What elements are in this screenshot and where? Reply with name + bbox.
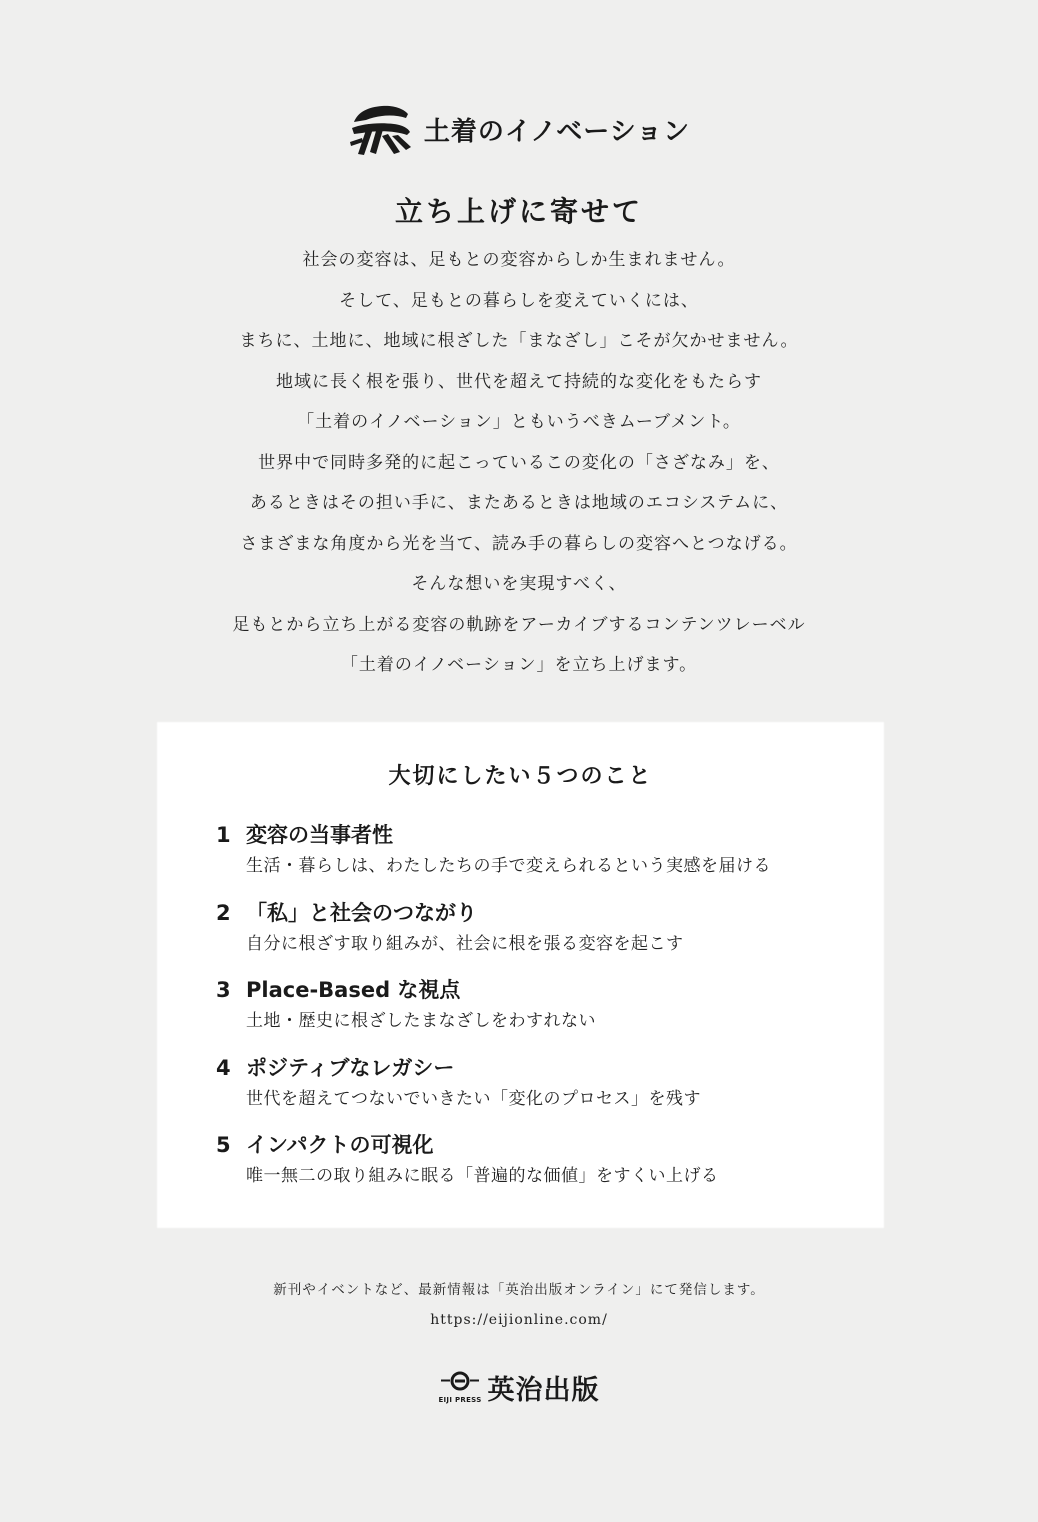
intro-line: 社会の変容は、足もとの変容からしか生まれません。 <box>302 250 736 270</box>
footer-url[interactable]: https://eijionline.com/ <box>430 1312 608 1328</box>
intro-paragraph <box>0 240 1038 686</box>
intro-line: 「土着のイノベーション」ともいうべきムーブメント。 <box>297 412 741 432</box>
intro-line: さまざまな角度から光を当て、読み手の暮らしの変容へとつなげる。 <box>240 533 798 554</box>
eiji-press-logo-icon <box>440 1371 480 1395</box>
publisher-mark-label: EIJI PRESS <box>438 1396 482 1404</box>
intro-line: まちに、土地に、地域に根ざした「まなざし」こそが欠かせません。 <box>239 331 799 351</box>
intro-line: そんな想いを実現すべく、 <box>411 574 627 594</box>
label-logo <box>0 102 1038 156</box>
point-heading: 変容の当事者性 <box>246 823 393 847</box>
intro-line: 世界中で同時多発的に起こっているこの変化の「さざなみ」を、 <box>258 452 780 473</box>
point-number: 2 <box>216 900 231 925</box>
point-heading: Place-Based な視点 <box>246 978 461 1002</box>
point-number: 5 <box>216 1133 231 1157</box>
point-number: 3 <box>216 978 231 1002</box>
point-heading: 「私」と社会のつながり <box>246 900 477 925</box>
list-item <box>216 1128 771 1206</box>
list-item <box>216 818 771 896</box>
point-heading: ポジティブなレガシー <box>246 1055 455 1080</box>
point-description: 生活・暮らしは、わたしたちの手で変えられるという実感を届ける <box>246 856 771 876</box>
point-number: 1 <box>216 823 231 847</box>
list-item <box>216 973 771 1051</box>
intro-line: 地域に長く根を張り、世代を超えて持続的な変化をもたらす <box>276 371 762 392</box>
page-title: 立ち上げに寄せて <box>394 195 643 228</box>
logo-text: 土着のイノベーション <box>423 116 691 147</box>
intro-line: あるときはその担い手に、またあるときは地域のエコシステムに、 <box>249 493 789 513</box>
point-heading: インパクトの可視化 <box>246 1133 434 1157</box>
principles-list <box>216 818 771 1206</box>
list-item <box>216 896 771 974</box>
point-description: 土地・歴史に根ざしたまなざしをわすれない <box>246 1011 596 1031</box>
point-description: 世代を超えてつないでいきたい「変化のプロセス」を残す <box>246 1088 701 1109</box>
publisher-name: 英治出版 <box>487 1375 600 1406</box>
intro-line: 足もとから立ち上がる変容の軌跡をアーカイブするコンテンツレーベル <box>232 614 806 635</box>
intro-line: そして、足もとの暮らしを変えていくには、 <box>339 290 699 311</box>
publisher-logo <box>0 1368 1038 1407</box>
intro-line: 「土着のイノベーション」を立ち上げます。 <box>340 655 698 675</box>
brushstroke-emblem-icon <box>348 102 412 156</box>
principles-card <box>158 723 883 1227</box>
point-number: 4 <box>216 1055 231 1080</box>
list-item <box>216 1051 771 1129</box>
point-description: 唯一無二の取り組みに眠る「普遍的な価値」をすくい上げる <box>246 1166 719 1186</box>
point-description: 自分に根ざす取り組みが、社会に根を張る変容を起こす <box>246 933 684 954</box>
footer-note: 新刊やイベントなど、最新情報は「英治出版オンライン」にて発信します。 <box>273 1282 765 1298</box>
card-title: 大切にしたい５つのこと <box>388 764 653 789</box>
